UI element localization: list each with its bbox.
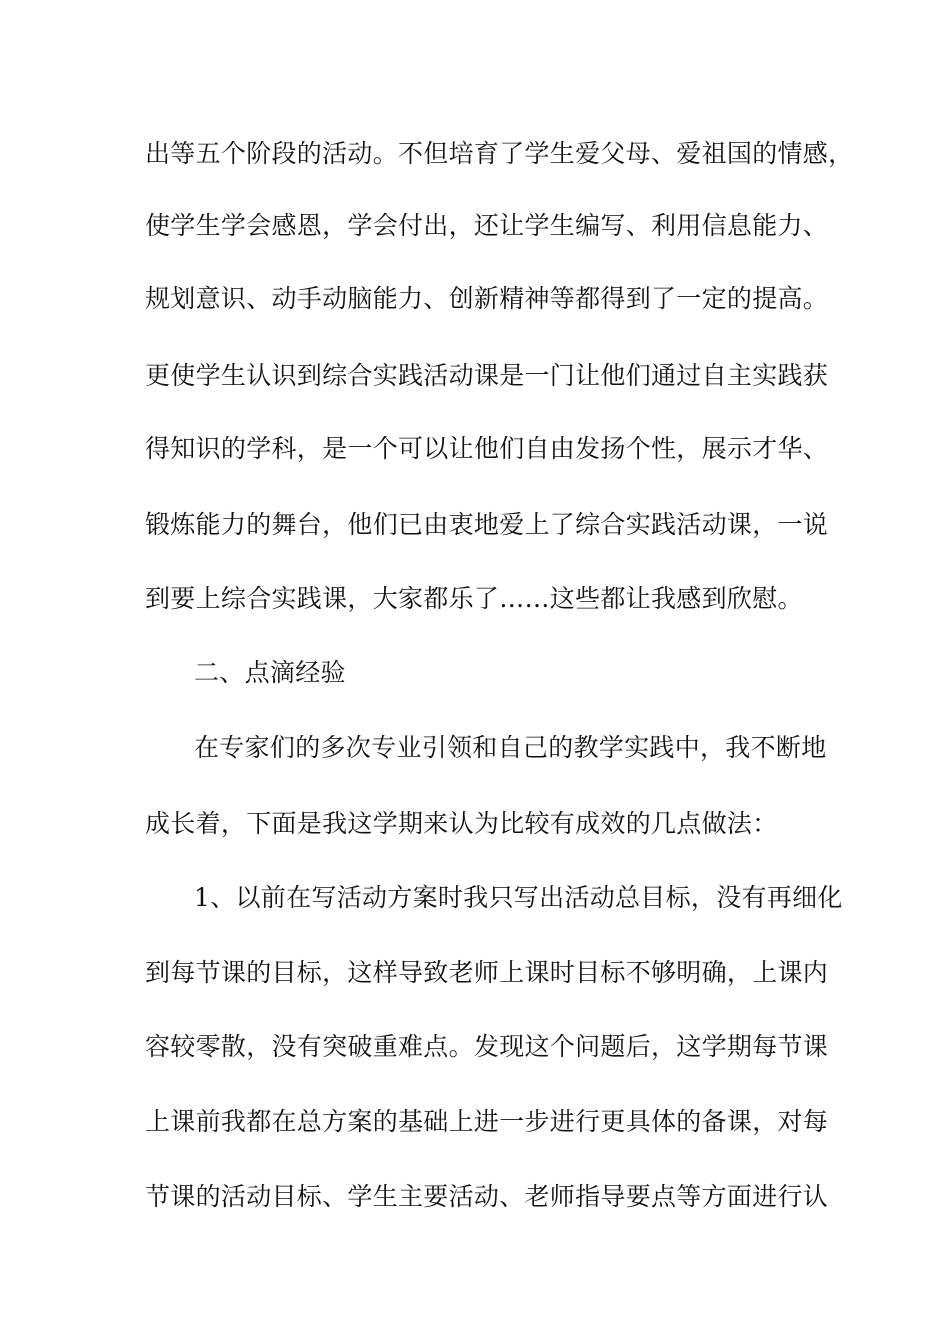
paragraph-line: 到每节课的目标，这样导致老师上课时目标不够明确，上课内 — [145, 958, 829, 987]
paragraph-line: 更使学生认识到综合实践活动课是一门让他们通过自主实践获 — [145, 361, 829, 390]
paragraph-line: 节课的活动目标、学生主要活动、老师指导要点等方面进行认 — [145, 1182, 829, 1211]
paragraph-line: 锻炼能力的舞台，他们已由衷地爱上了综合实践活动课，一说 — [145, 510, 829, 539]
paragraph-line: 使学生学会感恩，学会付出，还让学生编写、利用信息能力、 — [145, 211, 829, 240]
paragraph-line: 容较零散，没有突破重难点。发现这个问题后，这学期每节课 — [145, 1032, 829, 1061]
paragraph-line: 在专家们的多次专业引领和自己的教学实践中，我不断地 — [194, 733, 827, 762]
paragraph-line: 出等五个阶段的活动。不但培育了学生爱父母、爱祖国的情感， — [145, 139, 854, 168]
paragraph-line: 成长着，下面是我这学期来认为比较有成效的几点做法： — [145, 809, 778, 838]
list-item-line: 1、以前在写活动方案时我只写出活动总目标，没有再细化 — [194, 883, 843, 912]
paragraph-line: 规划意识、动手动脑能力、创新精神等都得到了一定的提高。 — [145, 284, 829, 313]
paragraph-line: 得知识的学科，是一个可以让他们自由发扬个性，展示才华、 — [145, 434, 829, 463]
paragraph-line: 上课前我都在总方案的基础上进一步进行更具体的备课，对每 — [145, 1107, 829, 1136]
paragraph-line: 到要上综合实践课，大家都乐了……这些都让我感到欣慰。 — [145, 584, 803, 613]
section-heading: 二、点滴经验 — [194, 658, 346, 687]
